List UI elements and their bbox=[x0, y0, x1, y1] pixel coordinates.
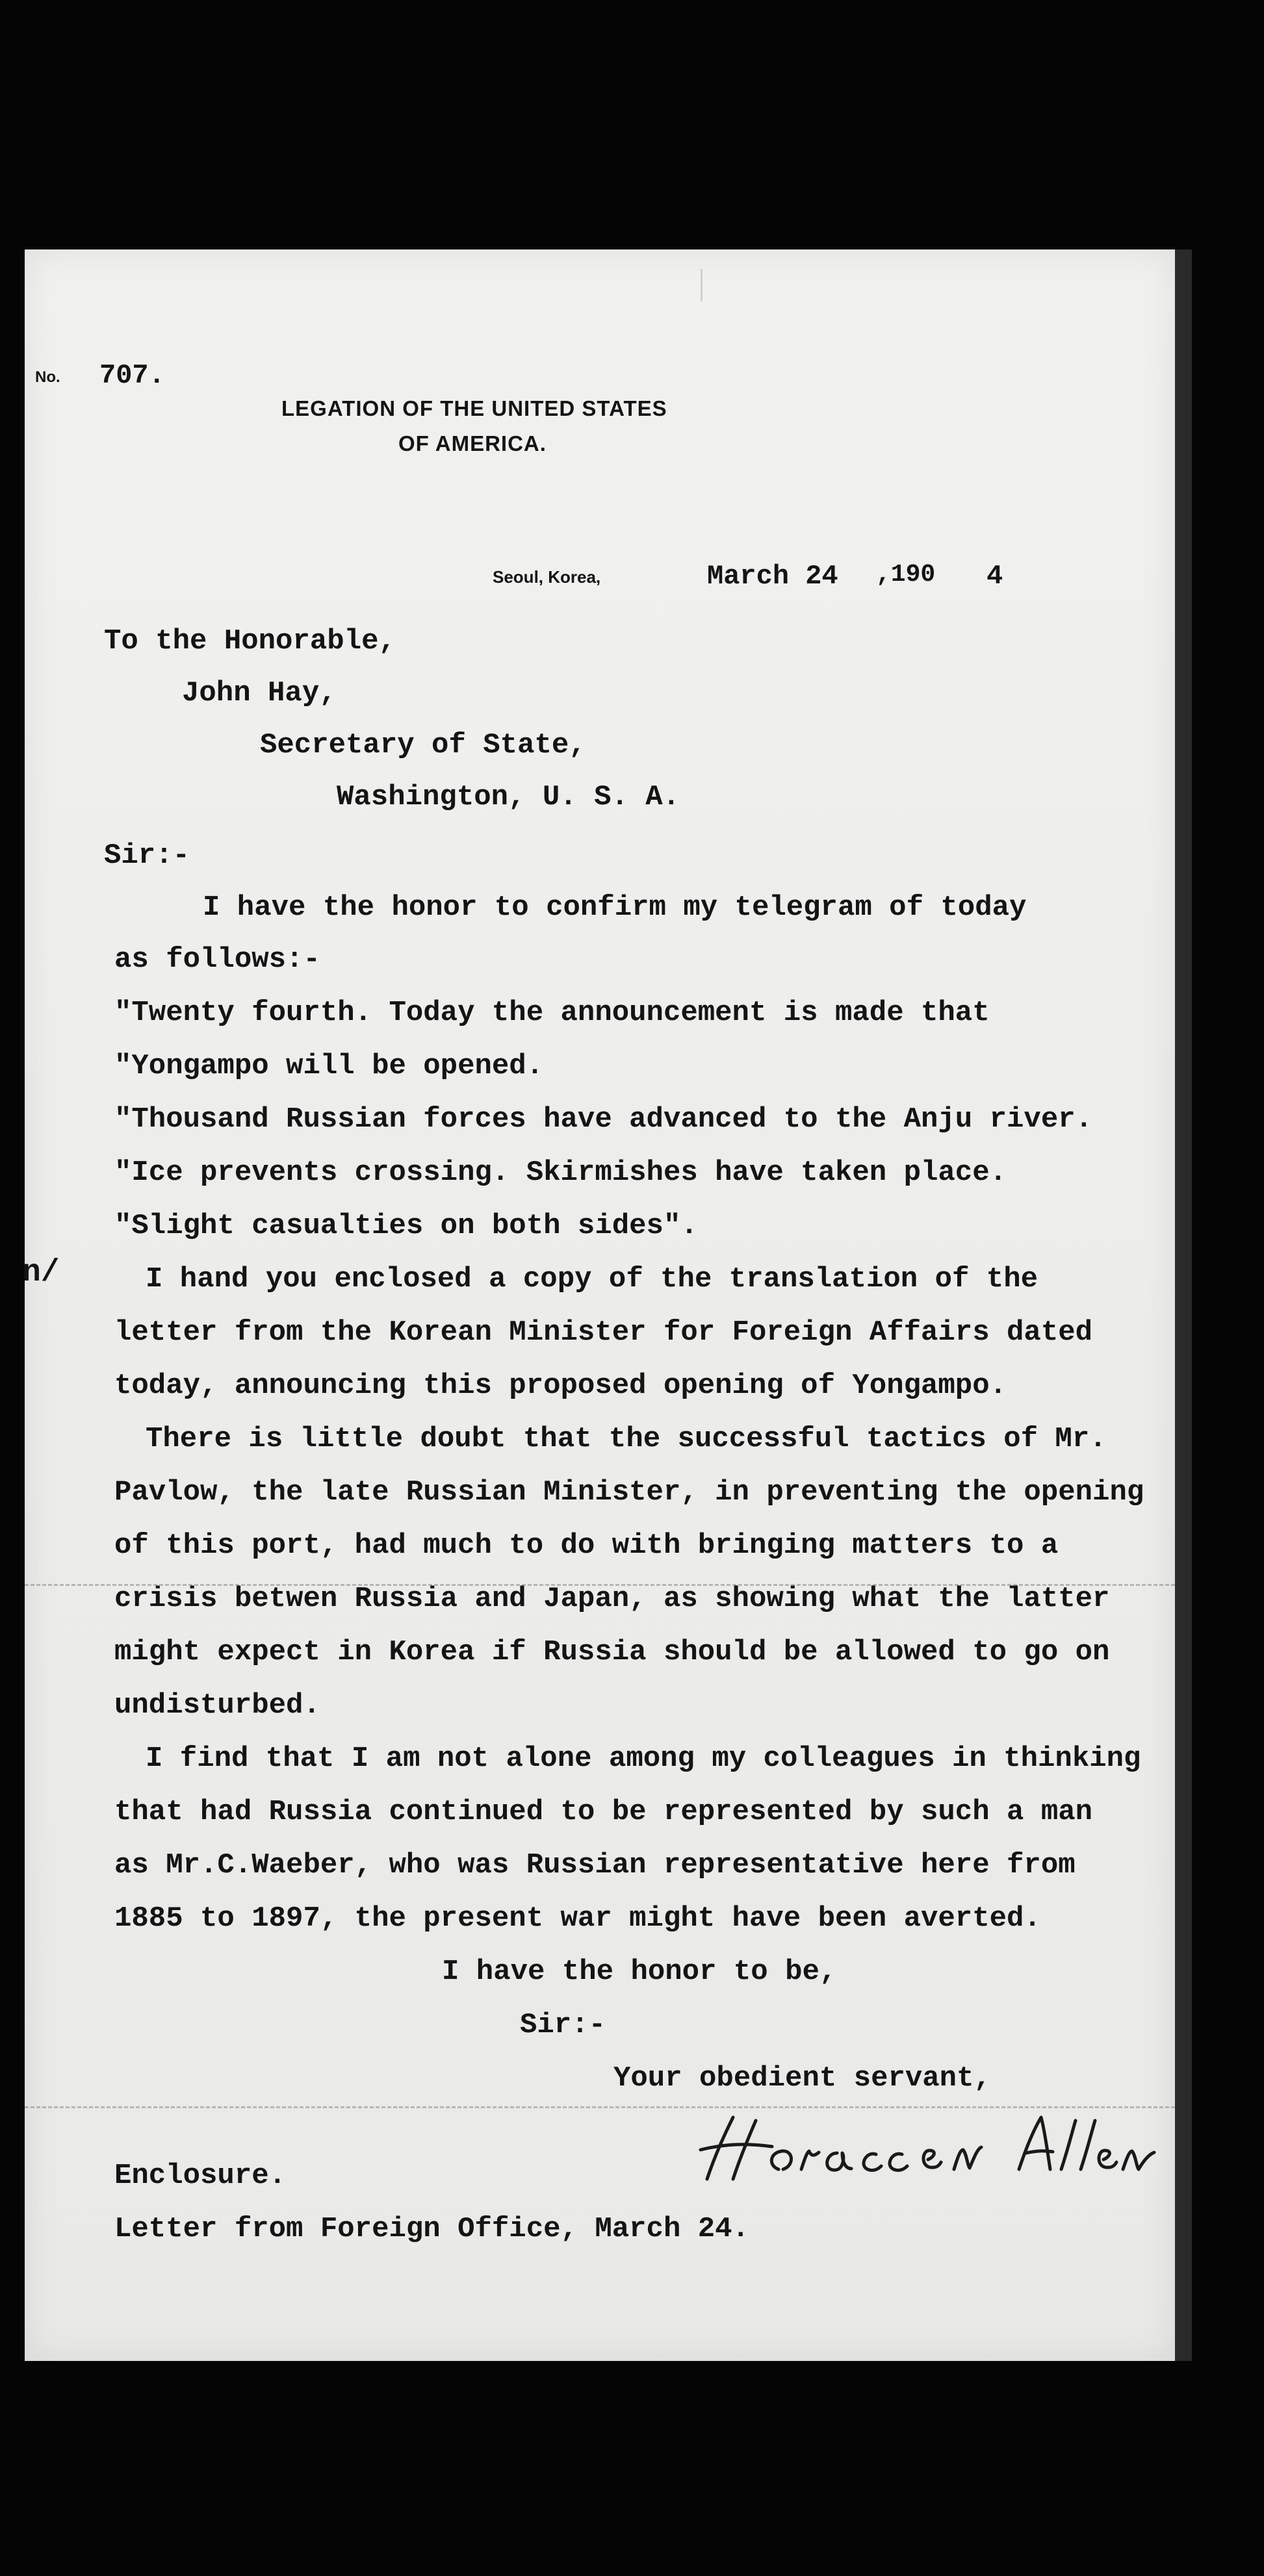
body-line: of this port, had much to do with bringing matters to a bbox=[114, 1529, 1059, 1562]
address-line: John Hay, bbox=[182, 677, 337, 709]
enclosure-heading: Enclosure. bbox=[114, 2160, 287, 2192]
body-line: today, announcing this proposed opening of Yongampo. bbox=[114, 1370, 1007, 1402]
body-line: crisis betwen Russia and Japan, as showing what the latter bbox=[114, 1583, 1110, 1615]
year-prefix: ,190 bbox=[876, 561, 936, 589]
legation-heading: LEGATION OF THE UNITED STATES bbox=[281, 396, 667, 420]
legation-heading-line2: OF AMERICA. bbox=[398, 431, 547, 455]
body-line: 1885 to 1897, the present war might have been averted. bbox=[114, 1902, 1041, 1935]
body-line: as follows:- bbox=[114, 943, 320, 976]
despatch-number: 707. bbox=[99, 360, 165, 391]
body-line: "Ice prevents crossing. Skirmishes have taken place. bbox=[114, 1156, 1007, 1189]
paper-crease bbox=[701, 269, 703, 301]
body-line: "Yongampo will be opened. bbox=[114, 1050, 544, 1082]
body-line: I find that I am not alone among my colleagues in thinking bbox=[146, 1742, 1141, 1775]
enclosure-line: Letter from Foreign Office, March 24. bbox=[114, 2213, 749, 2245]
body-line: Pavlow, the late Russian Minister, in preventing the opening bbox=[114, 1476, 1144, 1509]
body-line: I have the honor to confirm my telegram of today bbox=[203, 891, 1027, 924]
year-suffix: 4 bbox=[987, 561, 1003, 592]
closing-line: I have the honor to be, bbox=[442, 1956, 837, 1988]
page-edge-shadow bbox=[1175, 249, 1192, 2361]
body-line: "Twenty fourth. Today the announcement is made that bbox=[114, 997, 990, 1029]
signature-scrawl bbox=[688, 2108, 1168, 2192]
salutation: Sir:- bbox=[104, 839, 190, 872]
closing-line: Sir:- bbox=[520, 2009, 606, 2041]
letter-date: March 24 bbox=[707, 561, 838, 592]
closing-line: Your obedient servant, bbox=[613, 2062, 991, 2095]
body-line: There is little doubt that the successful tactics of Mr. bbox=[146, 1423, 1107, 1455]
body-line: that had Russia continued to be represented by such a man bbox=[114, 1796, 1093, 1828]
body-line: "Thousand Russian forces have advanced to the Anju river. bbox=[114, 1103, 1093, 1136]
signature bbox=[688, 2108, 1168, 2192]
place-line: Seoul, Korea, bbox=[493, 567, 601, 587]
margin-mark: n/ bbox=[22, 1255, 60, 1290]
body-line: undisturbed. bbox=[114, 1689, 320, 1722]
body-line: I hand you enclosed a copy of the translation of the bbox=[146, 1263, 1038, 1295]
address-line: To the Honorable, bbox=[104, 625, 396, 657]
letter-page bbox=[22, 249, 1175, 2361]
number-label: No. bbox=[35, 368, 60, 386]
body-line: "Slight casualties on both sides". bbox=[114, 1210, 698, 1242]
body-line: as Mr.C.Waeber, who was Russian representative here from bbox=[114, 1849, 1076, 1881]
body-line: letter from the Korean Minister for Foreign Affairs dated bbox=[114, 1316, 1093, 1349]
address-line: Secretary of State, bbox=[260, 729, 586, 761]
address-line: Washington, U. S. A. bbox=[337, 781, 680, 813]
body-line: might expect in Korea if Russia should be allowed to go on bbox=[114, 1636, 1110, 1668]
